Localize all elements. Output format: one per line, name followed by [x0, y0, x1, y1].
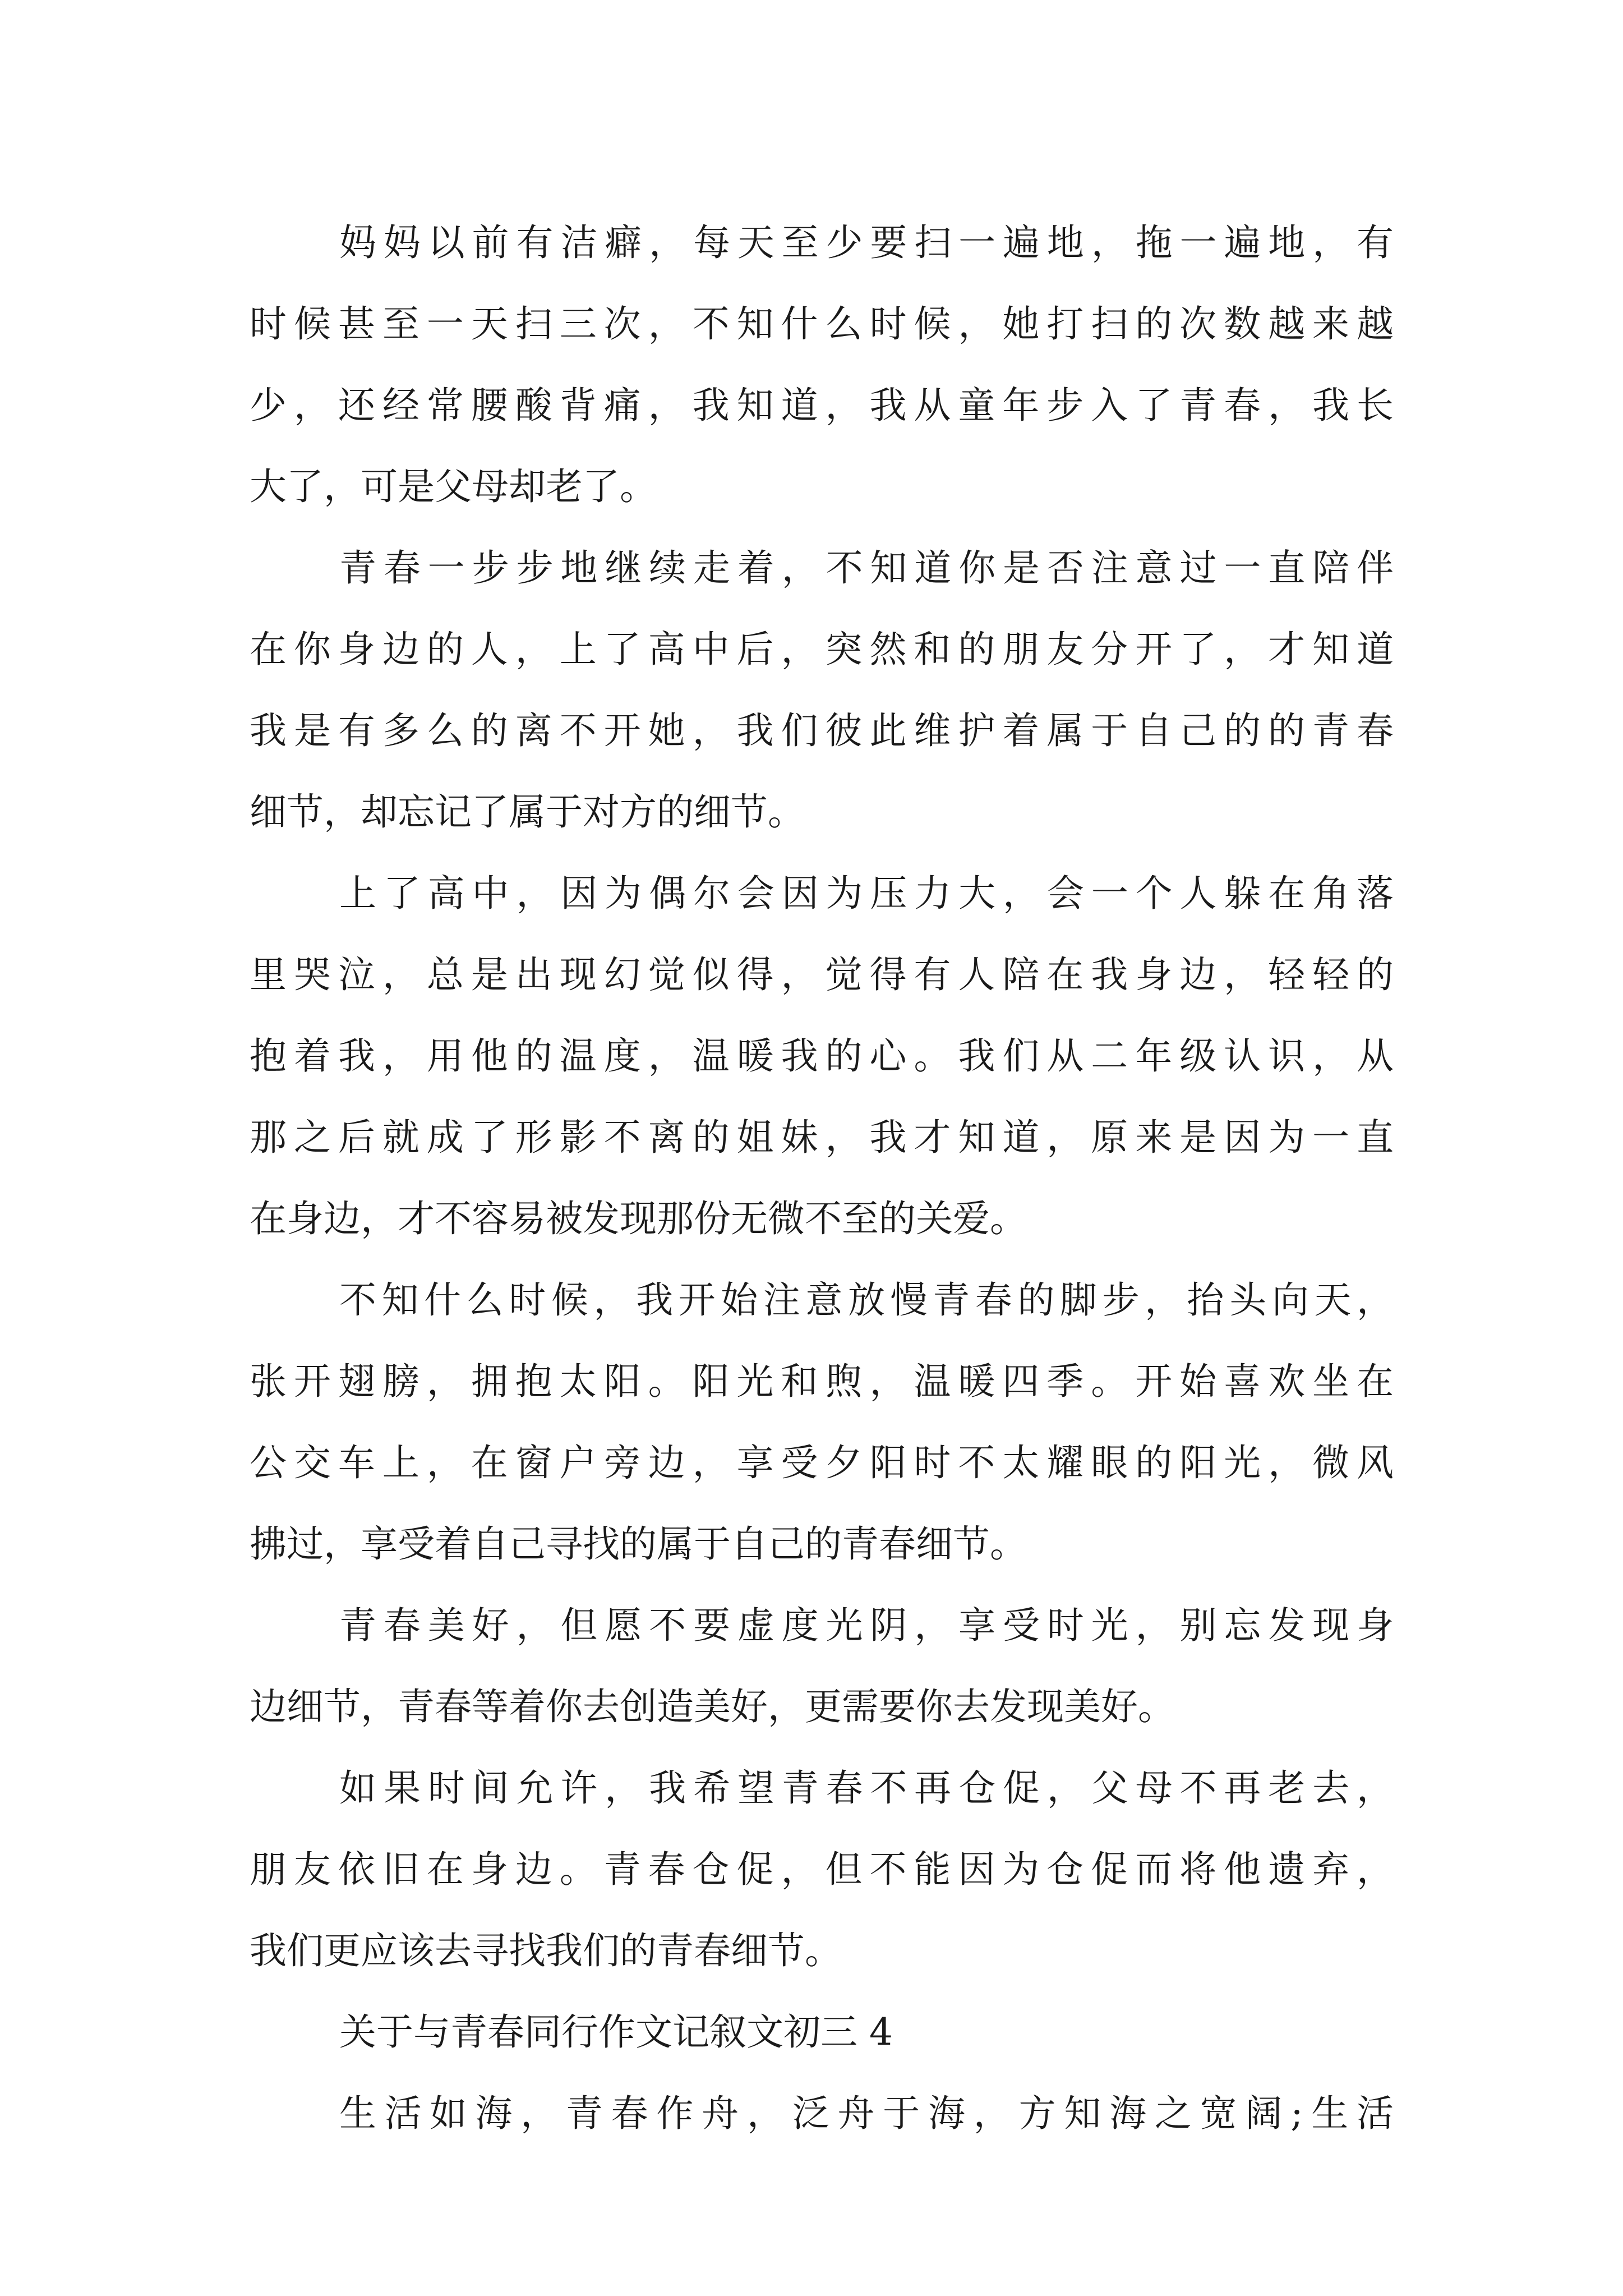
text-line: 里哭泣，总是出现幻觉似得，觉得有人陪在我身边，轻轻的: [250, 953, 1394, 996]
text-line: 不知什么时候，我开始注意放慢青春的脚步，抬头向天，: [339, 1278, 1394, 1322]
text-line: 张开翅膀，拥抱太阳。阳光和煦，温暖四季。开始喜欢坐在: [250, 1360, 1394, 1403]
document-body: [250, 202, 1394, 2154]
text-line: 在身边，才不容易被发现那份无微不至的关爱。: [250, 1197, 1027, 1240]
text-line: 青春一步步地继续走着，不知道你是否注意过一直陪伴: [339, 546, 1394, 590]
text-line: 如果时间允许，我希望青春不再仓促，父母不再老去，: [339, 1766, 1394, 1810]
text-line: 拂过，享受着自己寻找的属于自己的青春细节。: [250, 1522, 1027, 1566]
text-line: 公交车上，在窗户旁边，享受夕阳时不太耀眼的阳光，微风: [250, 1441, 1394, 1484]
text-line: 在你身边的人，上了高中后，突然和的朋友分开了，才知道: [250, 628, 1394, 671]
section-heading: 关于与青春同行作文记叙文初三 4: [339, 2010, 893, 2054]
text-line: 我们更应该去寻找我们的青春细节。: [250, 1929, 842, 1972]
text-line: 我是有多么的离不开她，我们彼此维护着属于自己的的青春: [250, 709, 1394, 752]
text-line: 抱着我，用他的温度，温暖我的心。我们从二年级认识，从: [250, 1034, 1394, 1078]
text-line: 青春美好，但愿不要虚度光阴，享受时光，别忘发现身: [339, 1604, 1394, 1647]
text-line: 少，还经常腰酸背痛，我知道，我从童年步入了青春，我长: [250, 384, 1394, 427]
text-line: 生活如海，青春作舟，泛舟于海，方知海之宽阔;生活: [339, 2092, 1394, 2135]
text-line: 大了，可是父母却老了。: [250, 465, 657, 508]
text-line: 细节，却忘记了属于对方的细节。: [250, 790, 805, 834]
text-line: 上了高中，因为偶尔会因为压力大，会一个人躲在角落: [339, 872, 1394, 915]
text-line: 那之后就成了形影不离的姐妹，我才知道，原来是因为一直: [250, 1116, 1394, 1159]
text-line: 朋友依旧在身边。青春仓促，但不能因为仓促而将他遗弃，: [250, 1848, 1394, 1891]
text-line: 边细节，青春等着你去创造美好，更需要你去发现美好。: [250, 1685, 1175, 1728]
text-line: 时候甚至一天扫三次，不知什么时候，她打扫的次数越来越: [250, 302, 1394, 346]
text-line: 妈妈以前有洁癖，每天至少要扫一遍地，拖一遍地，有: [339, 221, 1394, 264]
